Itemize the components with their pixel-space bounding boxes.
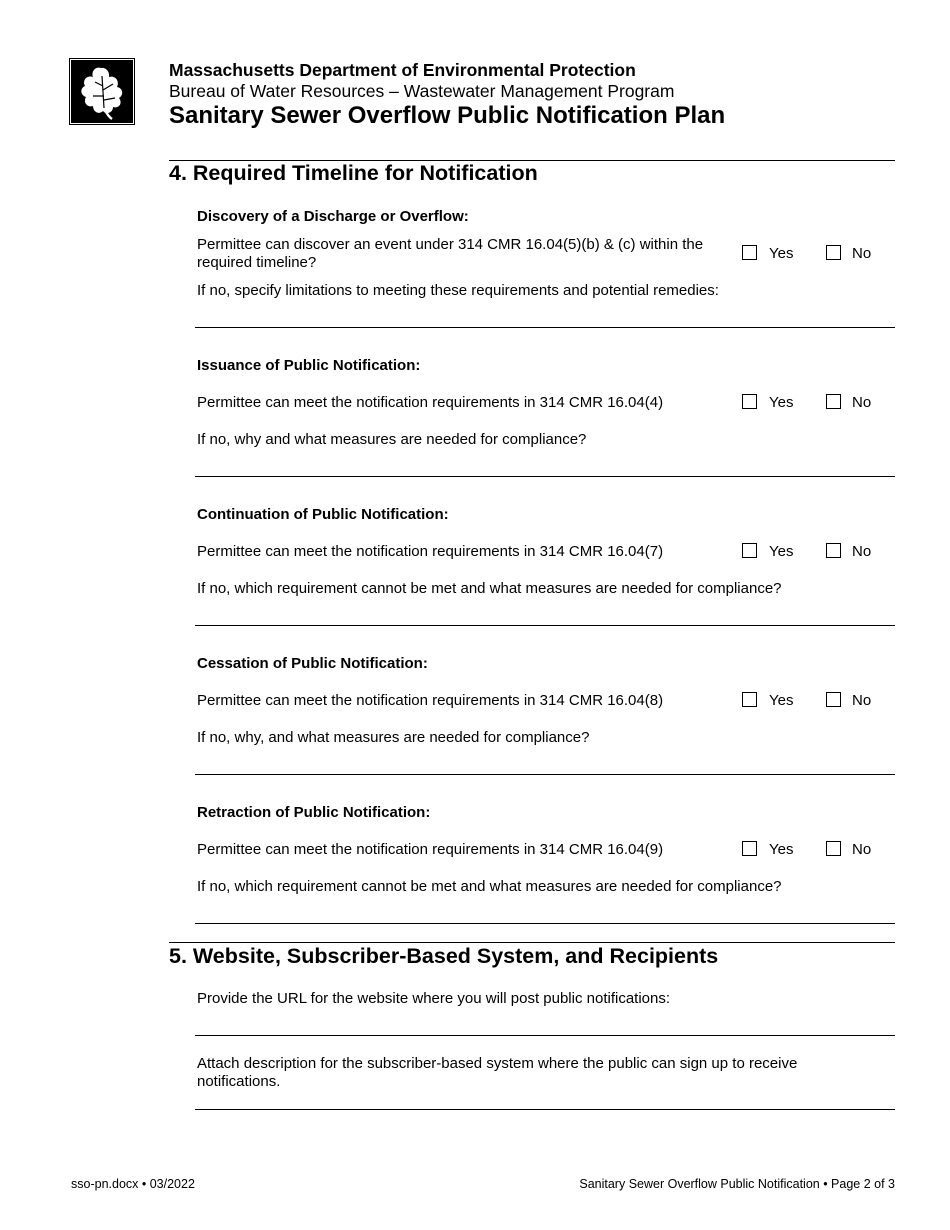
retraction-no-checkbox[interactable]	[826, 841, 841, 856]
retraction-followup: If no, which requirement cannot be met and what measures are needed for compliance?	[197, 878, 782, 895]
cessation-no-label: No	[852, 692, 872, 709]
continuation-label: Continuation of Public Notification:	[197, 506, 449, 523]
continuation-answer-line[interactable]	[195, 625, 895, 626]
cessation-question: Permittee can meet the notification requirements in 314 CMR 16.04(8)	[197, 692, 664, 709]
retraction-yes-checkbox[interactable]	[742, 841, 757, 856]
cessation-label: Cessation of Public Notification:	[197, 655, 428, 672]
bureau-name: Bureau of Water Resources – Wastewater Management Program	[169, 81, 675, 101]
continuation-question: Permittee can meet the notification requirements in 314 CMR 16.04(7)	[197, 543, 664, 560]
massdep-oak-leaf-logo	[71, 60, 133, 123]
issuance-label: Issuance of Public Notification:	[197, 357, 421, 374]
cessation-followup: If no, why, and what measures are needed for compliance?	[197, 729, 590, 746]
cessation-yes-checkbox[interactable]	[742, 692, 757, 707]
subscriber-prompt: Attach description for the subscriber-based system where the public can sign up to receive notifications.	[197, 1055, 798, 1090]
discovery-yes-label: Yes	[769, 245, 794, 262]
retraction-answer-line[interactable]	[195, 923, 895, 924]
section-5-heading: 5. Website, Subscriber-Based System, and Recipients	[169, 944, 719, 968]
url-prompt: Provide the URL for the website where you will post public notifications:	[197, 990, 671, 1007]
subscriber-answer-line[interactable]	[195, 1109, 895, 1110]
issuance-followup: If no, why and what measures are needed for compliance?	[197, 431, 587, 448]
issuance-no-checkbox[interactable]	[826, 394, 841, 409]
discovery-followup: If no, specify limitations to meeting these requirements and potential remedies:	[197, 282, 719, 299]
cessation-yes-label: Yes	[769, 692, 794, 709]
continuation-yes-checkbox[interactable]	[742, 543, 757, 558]
footer-doc-id: sso-pn.docx • 03/2022	[71, 1177, 195, 1191]
retraction-yes-label: Yes	[769, 841, 794, 858]
issuance-yes-label: Yes	[769, 394, 794, 411]
issuance-yes-checkbox[interactable]	[742, 394, 757, 409]
issuance-question: Permittee can meet the notification requirements in 314 CMR 16.04(4)	[197, 394, 664, 411]
retraction-label: Retraction of Public Notification:	[197, 804, 431, 821]
section-4-heading: 4. Required Timeline for Notification	[169, 161, 538, 185]
cessation-no-checkbox[interactable]	[826, 692, 841, 707]
retraction-question: Permittee can meet the notification requirements in 314 CMR 16.04(9)	[197, 841, 664, 858]
retraction-no-label: No	[852, 841, 872, 858]
url-answer-line[interactable]	[195, 1035, 895, 1036]
discovery-label: Discovery of a Discharge or Overflow:	[197, 208, 469, 225]
agency-name: Massachusetts Department of Environmental Protection	[169, 60, 636, 80]
continuation-followup: If no, which requirement cannot be met and what measures are needed for compliance?	[197, 580, 782, 597]
continuation-no-label: No	[852, 543, 872, 560]
issuance-no-label: No	[852, 394, 872, 411]
discovery-yes-checkbox[interactable]	[742, 245, 757, 260]
cessation-answer-line[interactable]	[195, 774, 895, 775]
discovery-no-checkbox[interactable]	[826, 245, 841, 260]
discovery-answer-line[interactable]	[195, 327, 895, 328]
footer-page-info: Sanitary Sewer Overflow Public Notification • Page 2 of 3	[579, 1177, 895, 1191]
section-divider	[169, 942, 895, 943]
continuation-no-checkbox[interactable]	[826, 543, 841, 558]
issuance-answer-line[interactable]	[195, 476, 895, 477]
discovery-question: Permittee can discover an event under 314 CMR 16.04(5)(b) & (c) within the required timeline?	[197, 236, 704, 271]
discovery-no-label: No	[852, 245, 872, 262]
continuation-yes-label: Yes	[769, 543, 794, 560]
form-title: Sanitary Sewer Overflow Public Notification Plan	[169, 102, 726, 129]
